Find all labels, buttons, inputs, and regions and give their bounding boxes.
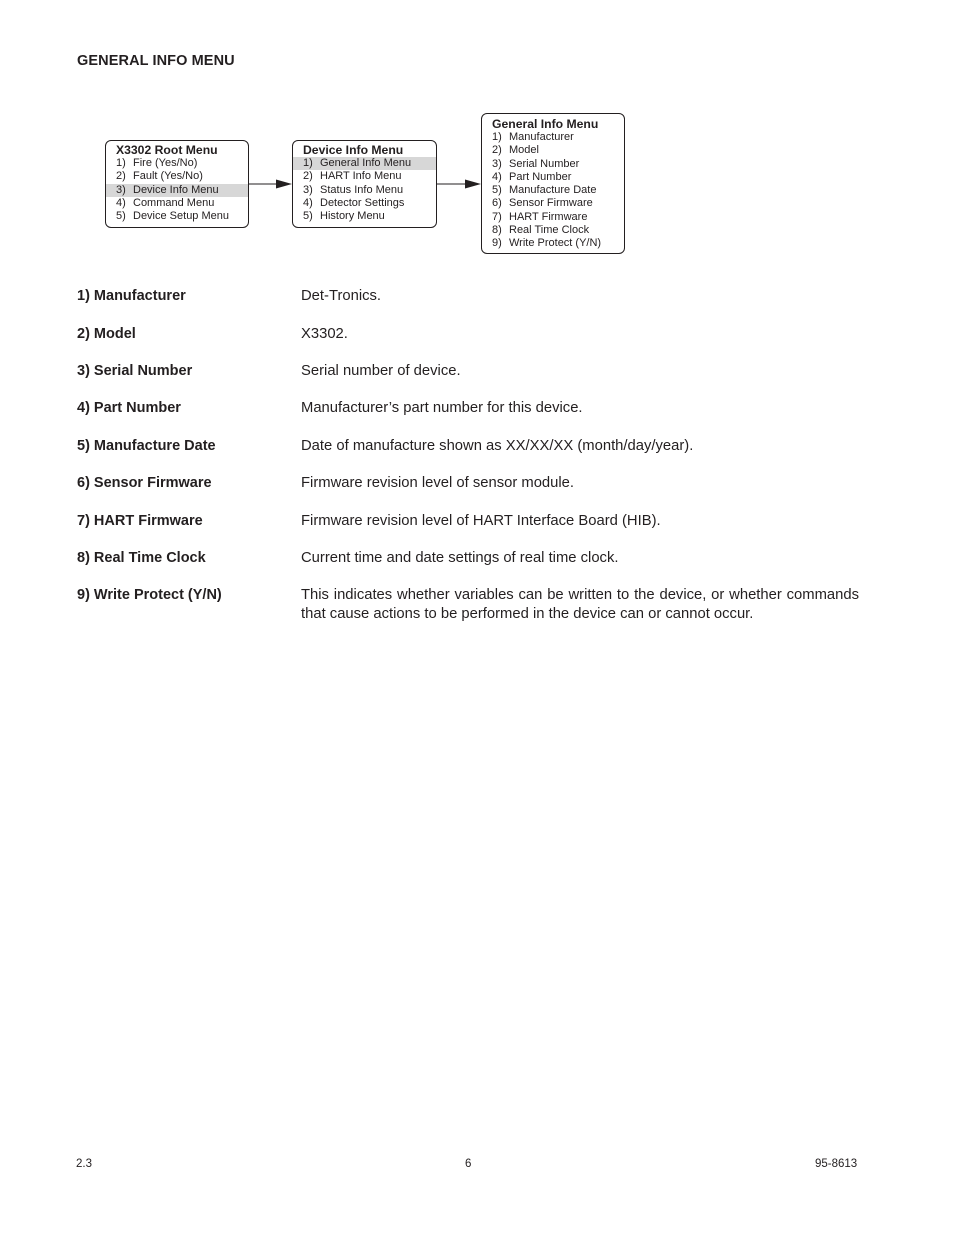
root-menu-item-number: 4) [116,196,126,209]
definition-description: Det-Tronics. [301,288,382,304]
definition-description: X3302. [301,326,348,342]
general-info-menu-item-number: 7) [492,210,502,223]
device-info-menu-item-number: 1) [303,157,313,169]
device-info-menu-item-label: General Info Menu [320,157,412,169]
root-menu-item-label: Fault (Yes/No) [133,170,203,183]
diagram-arrows [0,0,954,300]
general-info-menu-item-label: Part Number [509,170,572,183]
root-menu-item-number: 5) [116,210,126,223]
general-info-menu-item-number: 6) [492,197,502,210]
device-info-menu-item-label: History Menu [320,210,385,223]
general-info-menu-item-label: HART Firmware [509,210,588,223]
general-info-menu-item-number: 8) [492,224,502,237]
root-menu-title: X3302 Root Menu [116,143,218,157]
arrow-device-to-general [437,180,481,189]
definition-term: 6) Sensor Firmware [77,475,212,491]
device-info-menu-item-number: 3) [303,183,313,196]
device-info-menu-item-label: Detector Settings [320,196,405,209]
general-info-menu-item-number: 1) [492,131,502,143]
device-info-menu-item-number: 2) [303,170,313,183]
footer-document-number: 95-8613 [815,1158,858,1170]
general-info-menu-title: General Info Menu [492,117,599,131]
general-info-menu-item-label: Manufacture Date [509,184,597,197]
definition-description: Manufacturer’s part number for this device. [301,400,583,416]
root-menu-item-label: Command Menu [133,196,215,209]
definition-term: 5) Manufacture Date [77,438,216,454]
definition-term: 9) Write Protect (Y/N) [77,587,222,603]
root-menu-item-number: 3) [116,183,126,196]
definition-term: 7) HART Firmware [77,513,203,529]
general-info-menu-item-label: Manufacturer [509,131,574,143]
device-info-menu-item-number: 5) [303,210,313,223]
definition-description: Firmware revision level of HART Interface Board (HIB). [301,513,661,529]
root-menu-item-label: Device Info Menu [133,183,219,196]
section-title: GENERAL INFO MENU [77,53,235,69]
device-info-menu-item-label: HART Info Menu [320,170,402,183]
definition-description: Firmware revision level of sensor module. [301,475,575,491]
general-info-menu-item-label: Model [509,144,539,157]
device-info-menu-item-number: 4) [303,196,313,209]
general-info-menu-item-label: Write Protect (Y/N) [509,237,602,250]
footer-section-number: 2.3 [76,1158,92,1170]
general-info-menu-item-number: 5) [492,184,502,197]
definition-term: 2) Model [77,326,136,342]
general-info-menu-item-number: 2) [492,144,502,157]
device-info-menu-title: Device Info Menu [303,143,404,157]
device-info-menu-item-label: Status Info Menu [320,183,404,196]
root-menu-item-label: Device Setup Menu [133,210,229,223]
definition-description: Serial number of device. [301,363,461,379]
root-menu-item-number: 2) [116,170,126,183]
general-info-menu-item-label: Real Time Clock [509,224,590,237]
definition-term: 8) Real Time Clock [77,550,206,566]
definition-term: 4) Part Number [77,400,181,416]
general-info-menu-item-label: Sensor Firmware [509,197,593,210]
root-menu-item-number: 1) [116,157,126,169]
footer-page-number: 6 [465,1158,472,1170]
root-menu-item-label: Fire (Yes/No) [133,157,198,169]
definition-description: Current time and date settings of real time clock. [301,550,619,566]
definition-description: Date of manufacture shown as XX/XX/XX (month/day/year). [301,438,694,454]
arrow-root-to-device [249,180,292,189]
definition-description: This indicates whether variables can be written to the device, or whether commands that cause actions to be performed in the device can or cannot occur. [301,587,859,622]
general-info-menu-item-label: Serial Number [509,157,580,170]
definition-term: 3) Serial Number [77,363,193,379]
general-info-menu-item-number: 3) [492,157,502,170]
general-info-menu-item-number: 4) [492,170,502,183]
definition-term: 1) Manufacturer [77,288,186,304]
general-info-menu-item-number: 9) [492,237,502,250]
